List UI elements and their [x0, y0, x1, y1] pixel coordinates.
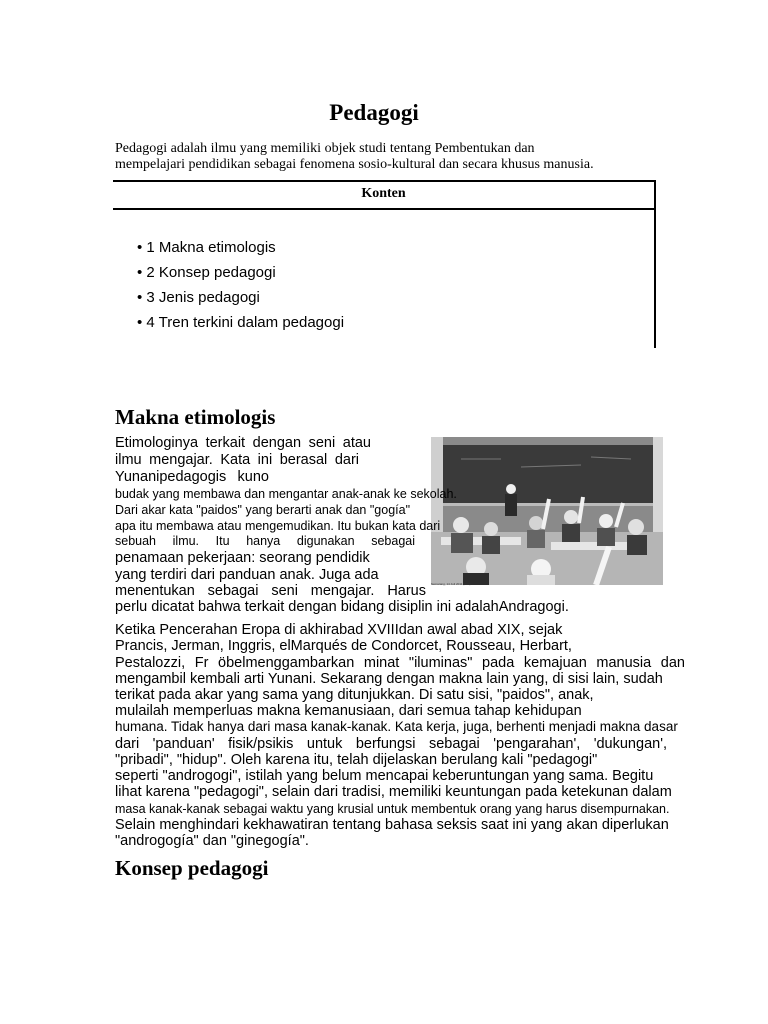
- para1-line-9: yang terdiri dari panduan anak. Juga ada: [115, 567, 379, 583]
- para2-line-2: Prancis, Jerman, Inggris, elMarqués de Condorcet, Rousseau, Herbart,: [115, 638, 572, 654]
- para1-line-11: perlu dicatat bahwa terkait dengan bidang disiplin ini adalahAndragogi.: [115, 599, 569, 615]
- para1-line-6: apa itu membawa atau mengemudikan. Itu bukan kata dari: [115, 519, 441, 533]
- classroom-illustration: [431, 437, 663, 585]
- classroom-photo: [431, 437, 663, 585]
- para2-line-13: Selain menghindari kekhawatiran tentang bahasa seksis saat ini yang akan diperlukan: [115, 817, 669, 833]
- para2-line-6: mulailah memperluas makna kemanusiaan, dari semua tahap kehidupan: [115, 703, 582, 719]
- para1-line-5: Dari akar kata "paidos" yang berarti anak dan "gogía": [115, 503, 411, 517]
- para1-line-1: Etimologinya terkait dengan seni atau: [115, 435, 371, 451]
- para2-line-7: humana. Tidak hanya dari masa kanak-kanak. Kata kerja, juga, berhenti menjadi makna dasar: [115, 719, 678, 734]
- photo-caption: Semarang, 14 Juli 2011 (Dok): [431, 582, 471, 586]
- para1-line-3: Yunanipedagogis kuno: [115, 469, 269, 485]
- toc-item-jenis-pedagogi[interactable]: • 3 Jenis pedagogi: [137, 289, 260, 306]
- section-heading-konsep-pedagogi: Konsep pedagogi: [115, 856, 269, 880]
- intro-line-1: Pedagogi adalah ilmu yang memiliki objek studi tentang Pembentukan dan: [115, 141, 535, 156]
- toc-item-konsep-pedagogi[interactable]: • 2 Konsep pedagogi: [137, 264, 276, 281]
- para2-line-1: Ketika Pencerahan Eropa di akhirabad XVIIIdan awal abad XIX, sejak: [115, 622, 563, 638]
- para2-line-9: "pribadi", "hidup". Oleh karena itu, telah dijelaskan berulang kali "pedagogi": [115, 752, 598, 768]
- para2-line-5: terikat pada akar yang sama yang ditunjukkan. Di satu sisi, "paidos", anak,: [115, 687, 594, 703]
- para2-line-8: dari 'panduan' fisik/psikis untuk berfungsi sebagai 'pengarahan', 'dukungan',: [115, 736, 667, 752]
- para2-line-12: masa kanak-kanak sebagai waktu yang krusial untuk membentuk orang yang harus disempurnakan.: [115, 802, 670, 816]
- para1-line-7: sebuah ilmu. Itu hanya digunakan sebagai: [115, 534, 415, 548]
- toc-item-tren-terkini[interactable]: • 4 Tren terkini dalam pedagogi: [137, 314, 345, 331]
- toc-divider: [113, 208, 656, 210]
- para2-line-3: Pestalozzi, Fr öbelmenggambarkan minat "iluminas" pada kemajuan manusia dan: [115, 655, 685, 671]
- para1-line-4: budak yang membawa dan mengantar anak-anak ke sekolah.: [115, 487, 457, 501]
- toc-item-makna-etimologis[interactable]: • 1 Makna etimologis: [137, 239, 276, 256]
- toc-heading: Konten: [361, 186, 406, 201]
- para2-line-11: lihat karena "pedagogi", selain dari tradisi, memiliki keuntungan pada ketekunan dalam: [115, 784, 672, 800]
- para1-line-8: penamaan pekerjaan: seorang pendidik: [115, 550, 370, 566]
- para2-line-4: mengambil kembali arti Yunani. Sekarang dengan makna lain yang, di sisi lain, sudah: [115, 671, 663, 687]
- para2-line-10: seperti "androgogi", istilah yang belum mencapai keberuntungan yang sama. Begitu: [115, 768, 654, 784]
- page-title: Pedagogi: [329, 100, 419, 125]
- section-heading-makna-etimologis: Makna etimologis: [115, 405, 276, 429]
- para2-line-14: "androgogía" dan "ginegogía".: [115, 833, 309, 849]
- intro-line-2: mempelajari pendidikan sebagai fenomena sosio-kultural dan secara khusus manusia.: [115, 157, 594, 172]
- para1-line-2: ilmu mengajar. Kata ini berasal dari: [115, 452, 359, 468]
- para1-line-10: menentukan sebagai seni mengajar. Harus: [115, 583, 426, 599]
